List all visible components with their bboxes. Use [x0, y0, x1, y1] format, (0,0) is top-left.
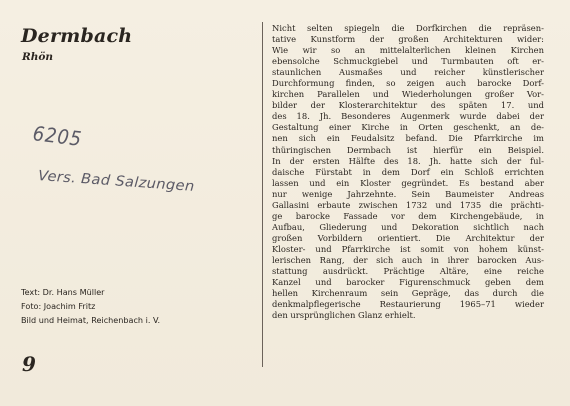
description-line: Nicht selten spiegeln die Dorfkirchen die repräsen-	[272, 23, 544, 33]
description-line: lassen und ein Kloster gegründet. Es bestand aber	[272, 177, 544, 188]
description-line: ge barocke Fassade vor dem Kirchengebäude, in	[272, 210, 544, 221]
card-number: 9	[22, 352, 36, 376]
description-line: ebensolche Schmuckgiebel und Turmbauten oft er-	[272, 56, 544, 67]
description-line: Durchformung finden, so zeigen auch barocke Dorf-	[272, 78, 544, 89]
description-text	[272, 23, 544, 321]
description-line: hellen Kirchenraum sein Gepräge, das durch die	[272, 288, 544, 299]
description-line: Wie wir so an mittelalterlichen kleinen Kirchen	[272, 45, 544, 56]
description-line: thüringischen Dermbach ist hierfür ein Beispiel.	[272, 144, 544, 155]
description-line: staunlichen Ausmaßes und reicher künstlerischer	[272, 67, 544, 78]
description-line: den ursprünglichen Glanz erhielt.	[272, 310, 416, 321]
credit-publisher: Bild und Heimat, Reichenbach i. V.	[21, 315, 161, 325]
description-line: Gestaltung einer Kirche in Orten geschenkt, an de-	[272, 122, 544, 133]
description-line: denkmalpflegerische Restaurierung 1965–71 wieder	[272, 299, 544, 310]
description-line: stattung ausdrückt. Prächtige Altäre, eine reiche	[272, 266, 544, 277]
credit-photographer: Foto: Joachim Fritz	[21, 301, 96, 311]
description-line: tative Kunstform der großen Architekturen wider:	[272, 34, 544, 45]
description-line: lerischen Rang, der sich auch in ihrer barocken Aus-	[272, 254, 544, 265]
description-line: daische Fürstabt in dem Dorf ein Schloß errichten	[272, 166, 544, 177]
handwritten-district-note: Vers. Bad Salzungen	[37, 168, 196, 195]
description-line: Kanzel und barocker Figurenschmuck geben dem	[272, 277, 544, 288]
description-line: kirchen Parallelen und Wiederholungen großer Vor-	[272, 89, 544, 100]
handwritten-postcode: 6205	[31, 121, 84, 151]
description-line: Gallasini erbaute zwischen 1732 und 1735 die prächti-	[272, 199, 544, 210]
credit-text-author: Text: Dr. Hans Müller	[21, 287, 105, 297]
place-title: Dermbach	[21, 25, 133, 47]
description-line: Kloster- und Pfarrkirche ist somit von hohem künst-	[272, 243, 544, 254]
description-line: des 18. Jh. Besonderes Augenmerk wurde dabei der	[272, 111, 544, 122]
place-subtitle: Rhön	[22, 51, 53, 63]
description-line: Aufbau, Gliederung und Dekoration sichtlich nach	[272, 221, 544, 232]
description-line: großen Vorbildern orientiert. Die Architektur der	[272, 232, 544, 243]
description-line: bilder der Klosterarchitektur des späten 17. und	[272, 100, 544, 111]
description-line: In der ersten Hälfte des 18. Jh. hatte sich der ful-	[272, 155, 544, 166]
description-line: nen sich ein Feudalsitz befand. Die Pfarrkirche im	[272, 133, 544, 144]
description-line: nur wenige Jahrzehnte. Sein Baumeister Andreas	[272, 188, 544, 199]
vertical-divider	[262, 22, 263, 367]
credits-block	[21, 285, 160, 327]
